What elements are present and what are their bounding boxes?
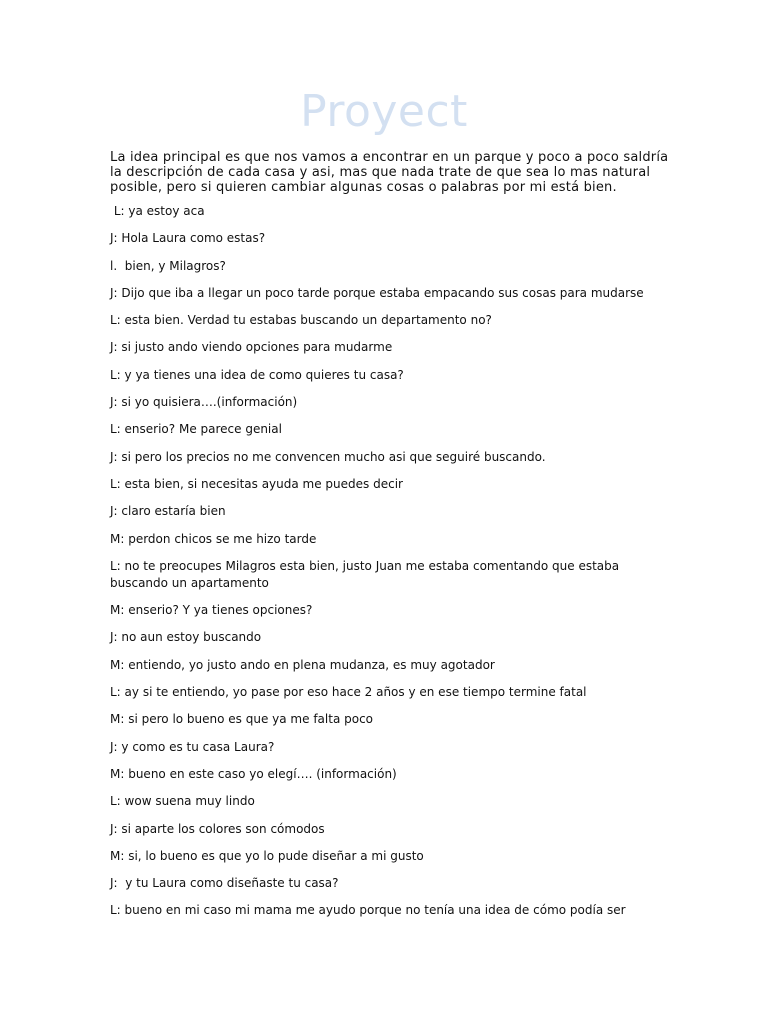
dialogue-line: M: si, lo bueno es que yo lo pude diseñar a mi gusto: [110, 848, 424, 863]
dialogue-line: L: ya estoy aca: [110, 204, 205, 218]
dialogue-line: L: ay si te entiendo, yo pase por eso hace 2 años y en ese tiempo termine fatal: [110, 685, 587, 700]
dialogue-line: L: bueno en mi caso mi mama me ayudo porque no tenía una idea de cómo podía ser: [110, 903, 626, 918]
dialogue-line: J: y como es tu casa Laura?: [110, 739, 275, 754]
dialogue-line: L: no te preocupes Milagros esta bien, justo Juan me estaba comentando que estaba buscando un apartamento: [110, 558, 623, 590]
dialogue-line: M: entiendo, yo justo ando en plena mudanza, es muy agotador: [110, 657, 495, 672]
dialogue-line: J: Dijo que iba a llegar un poco tarde porque estaba empacando sus cosas para mudarse: [110, 285, 644, 300]
dialogue-line: L: enserio? Me parece genial: [110, 422, 282, 437]
dialogue-line: M: enserio? Y ya tienes opciones?: [110, 603, 313, 618]
intro-paragraph: La idea principal es que nos vamos a encontrar en un parque y poco a poco saldría la descripción de cada casa y asi, mas que nada trate de que sea lo mas natural posible, pero si quieren cambiar algunas cosas o palabras por mi está bien.: [110, 150, 669, 195]
dialogue-line: J: si justo ando viendo opciones para mudarme: [110, 340, 393, 355]
document-title: Proyect: [300, 86, 468, 137]
dialogue-line: M: perdon chicos se me hizo tarde: [110, 531, 317, 546]
dialogue-line: J: claro estaría bien: [110, 504, 226, 519]
dialogue-line: J: si pero los precios no me convencen mucho asi que seguiré buscando.: [110, 449, 546, 464]
dialogue-line: M: bueno en este caso yo elegí…. (información): [110, 766, 397, 781]
dialogue-line: J: y tu Laura como diseñaste tu casa?: [110, 876, 339, 891]
dialogue-line: J: si yo quisiera….(información): [110, 395, 298, 410]
dialogue-line: L: esta bien, si necesitas ayuda me puedes decir: [110, 476, 403, 491]
dialogue-line: J: Hola Laura como estas?: [110, 231, 266, 246]
dialogue-line: L: esta bien. Verdad tu estabas buscando un departamento no?: [110, 313, 492, 328]
dialogue-line: M: si pero lo bueno es que ya me falta poco: [110, 712, 374, 727]
dialogue-line: l. bien, y Milagros?: [110, 258, 226, 273]
dialogue-line: L: wow suena muy lindo: [110, 794, 255, 809]
dialogue-line: J: no aun estoy buscando: [110, 630, 262, 645]
dialogue-line: L: y ya tienes una idea de como quieres tu casa?: [110, 367, 404, 382]
dialogue: [110, 203, 670, 930]
dialogue-line: J: si aparte los colores son cómodos: [110, 821, 325, 836]
